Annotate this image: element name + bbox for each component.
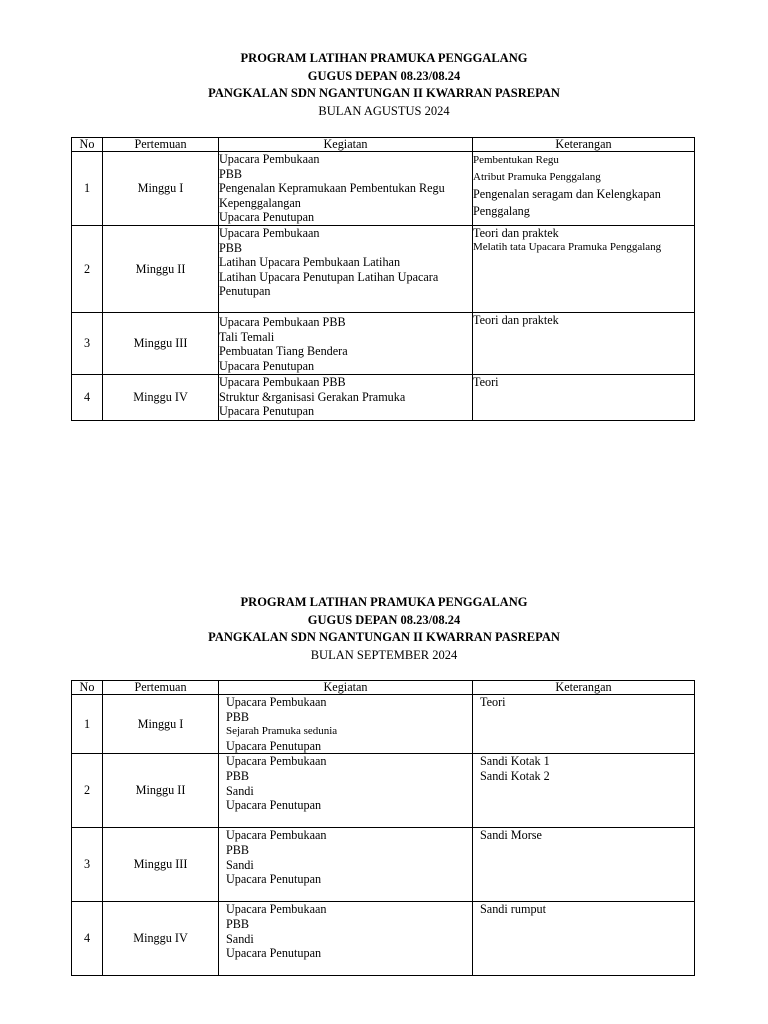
keterangan-item: Teori dan praktek: [473, 313, 559, 327]
title-line2: GUGUS DEPAN 08.23/08.24: [307, 68, 461, 83]
title-line1: PROGRAM LATIHAN PRAMUKA PENGGALANG: [240, 51, 528, 65]
kegiatan-item: Upacara Penutupan: [219, 210, 315, 225]
title-line2: GUGUS DEPAN 08.23/08.24: [307, 612, 461, 627]
cell-no: 2: [72, 226, 103, 313]
cell-no: 3: [72, 828, 103, 902]
cell-pertemuan: Minggu IV: [103, 375, 219, 421]
cell-pertemuan: Minggu III: [103, 313, 219, 375]
keterangan-item: Sandi Kotak 2: [480, 769, 550, 784]
table-row: [72, 695, 695, 754]
cell-pertemuan: Minggu I: [103, 152, 219, 226]
kegiatan-item: Pengenalan Kepramukaan Pembentukan Regu: [219, 181, 445, 196]
cell-keterangan: [473, 152, 695, 226]
title-month: BULAN SEPTEMBER 2024: [310, 647, 458, 662]
kegiatan-item: Kepenggalangan: [219, 195, 301, 210]
kegiatan-item: Upacara Penutupan: [219, 358, 315, 373]
program-september: [0, 594, 768, 961]
cell-kegiatan: [219, 375, 473, 421]
cell-no: 3: [72, 313, 103, 375]
kegiatan-item: PBB: [219, 240, 243, 255]
kegiatan-item: Upacara Penutupan: [226, 946, 322, 961]
kegiatan-item: Upacara Pembukaan PBB: [219, 315, 346, 329]
kegiatan-item: Sejarah Pramuka sedunia: [226, 725, 338, 738]
kegiatan-item: Upacara Pembukaan: [226, 754, 327, 769]
program-august: [0, 50, 768, 419]
kegiatan-item: Latihan Upacara Pembukaan Latihan: [219, 255, 401, 270]
kegiatan-item: Upacara Pembukaan PBB: [219, 375, 346, 389]
kegiatan-item: Upacara Pembukaan: [219, 152, 320, 166]
keterangan-item: Teori: [480, 695, 506, 709]
title-line3: PANGKALAN SDN NGANTUNGAN II KWARRAN PASREPAN: [208, 86, 560, 100]
cell-keterangan: [473, 226, 695, 313]
kegiatan-item: PBB: [219, 166, 243, 181]
cell-keterangan: [473, 902, 695, 976]
cell-keterangan: [473, 375, 695, 421]
keterangan-item: Penggalang: [473, 204, 530, 218]
kegiatan-item: PBB: [226, 916, 250, 931]
header-kegiatan: Kegiatan: [219, 681, 473, 695]
cell-no: 1: [72, 695, 103, 754]
kegiatan-item: Struktur &rganisasi Gerakan Pramuka: [219, 389, 406, 404]
header-keterangan: Keterangan: [473, 138, 695, 152]
keterangan-item: Teori dan praktek: [473, 226, 559, 240]
keterangan-item: Pengenalan seragam dan Kelengkapan: [473, 187, 661, 201]
kegiatan-item: Upacara Pembukaan: [226, 695, 327, 709]
header-row: [72, 681, 695, 695]
header-pertemuan: Pertemuan: [103, 138, 219, 152]
kegiatan-item: PBB: [226, 709, 250, 724]
cell-pertemuan: Minggu II: [103, 226, 219, 313]
cell-no: 2: [72, 754, 103, 828]
kegiatan-item: Penutupan: [219, 284, 271, 299]
cell-kegiatan: [219, 695, 473, 754]
header-no: No: [72, 138, 103, 152]
title-block: [0, 594, 768, 664]
cell-kegiatan: [219, 828, 473, 902]
cell-pertemuan: Minggu II: [103, 754, 219, 828]
cell-pertemuan: Minggu III: [103, 828, 219, 902]
table-row: [72, 375, 695, 421]
table-row: [72, 902, 695, 976]
cell-kegiatan: [219, 152, 473, 226]
keterangan-item: Teori: [473, 375, 499, 389]
keterangan-item: Pembentukan Regu: [473, 154, 559, 166]
cell-keterangan: [473, 695, 695, 754]
kegiatan-item: Latihan Upacara Penutupan Latihan Upacara: [219, 269, 439, 284]
table-row: [72, 313, 695, 375]
title-block: [0, 50, 768, 120]
title-line1: PROGRAM LATIHAN PRAMUKA PENGGALANG: [240, 595, 528, 609]
kegiatan-item: Upacara Pembukaan: [226, 902, 327, 917]
kegiatan-item: Upacara Pembukaan: [226, 828, 327, 843]
kegiatan-item: Tali Temali: [219, 329, 275, 344]
title-month: BULAN AGUSTUS 2024: [318, 103, 450, 118]
keterangan-item: Sandi rumput: [480, 902, 547, 917]
keterangan-item: Sandi Kotak 1: [480, 754, 550, 769]
cell-keterangan: [473, 828, 695, 902]
cell-kegiatan: [219, 754, 473, 828]
header-row: [72, 138, 695, 152]
schedule-table: [71, 680, 695, 976]
cell-kegiatan: [219, 313, 473, 375]
cell-pertemuan: Minggu IV: [103, 902, 219, 976]
cell-no: 1: [72, 152, 103, 226]
table-row: [72, 226, 695, 313]
kegiatan-item: PBB: [226, 768, 250, 783]
cell-no: 4: [72, 902, 103, 976]
table-row: [72, 152, 695, 226]
kegiatan-item: Upacara Penutupan: [226, 798, 322, 813]
table-row: [72, 754, 695, 828]
header-kegiatan: Kegiatan: [219, 138, 473, 152]
kegiatan-item: Upacara Penutupan: [226, 872, 322, 887]
header-pertemuan: Pertemuan: [103, 681, 219, 695]
header-keterangan: Keterangan: [473, 681, 695, 695]
kegiatan-item: Upacara Pembukaan: [219, 226, 320, 240]
cell-keterangan: [473, 754, 695, 828]
kegiatan-item: Upacara Penutupan: [226, 738, 322, 753]
keterangan-item: Atribut Pramuka Penggalang: [473, 171, 601, 183]
schedule-table: [71, 137, 695, 421]
table-row: [72, 828, 695, 902]
kegiatan-item: PBB: [226, 842, 250, 857]
kegiatan-item: Sandi: [226, 857, 254, 872]
cell-no: 4: [72, 375, 103, 421]
keterangan-item: Melatih tata Upacara Pramuka Penggalang: [473, 241, 662, 253]
kegiatan-item: Sandi: [226, 931, 254, 946]
cell-pertemuan: Minggu I: [103, 695, 219, 754]
keterangan-item: Sandi Morse: [480, 828, 542, 843]
kegiatan-item: Pembuatan Tiang Bendera: [219, 344, 348, 359]
cell-kegiatan: [219, 226, 473, 313]
cell-keterangan: [473, 313, 695, 375]
cell-kegiatan: [219, 902, 473, 976]
title-line3: PANGKALAN SDN NGANTUNGAN II KWARRAN PASREPAN: [208, 630, 560, 644]
kegiatan-item: Sandi: [226, 783, 254, 798]
kegiatan-item: Upacara Penutupan: [219, 404, 315, 419]
header-no: No: [72, 681, 103, 695]
